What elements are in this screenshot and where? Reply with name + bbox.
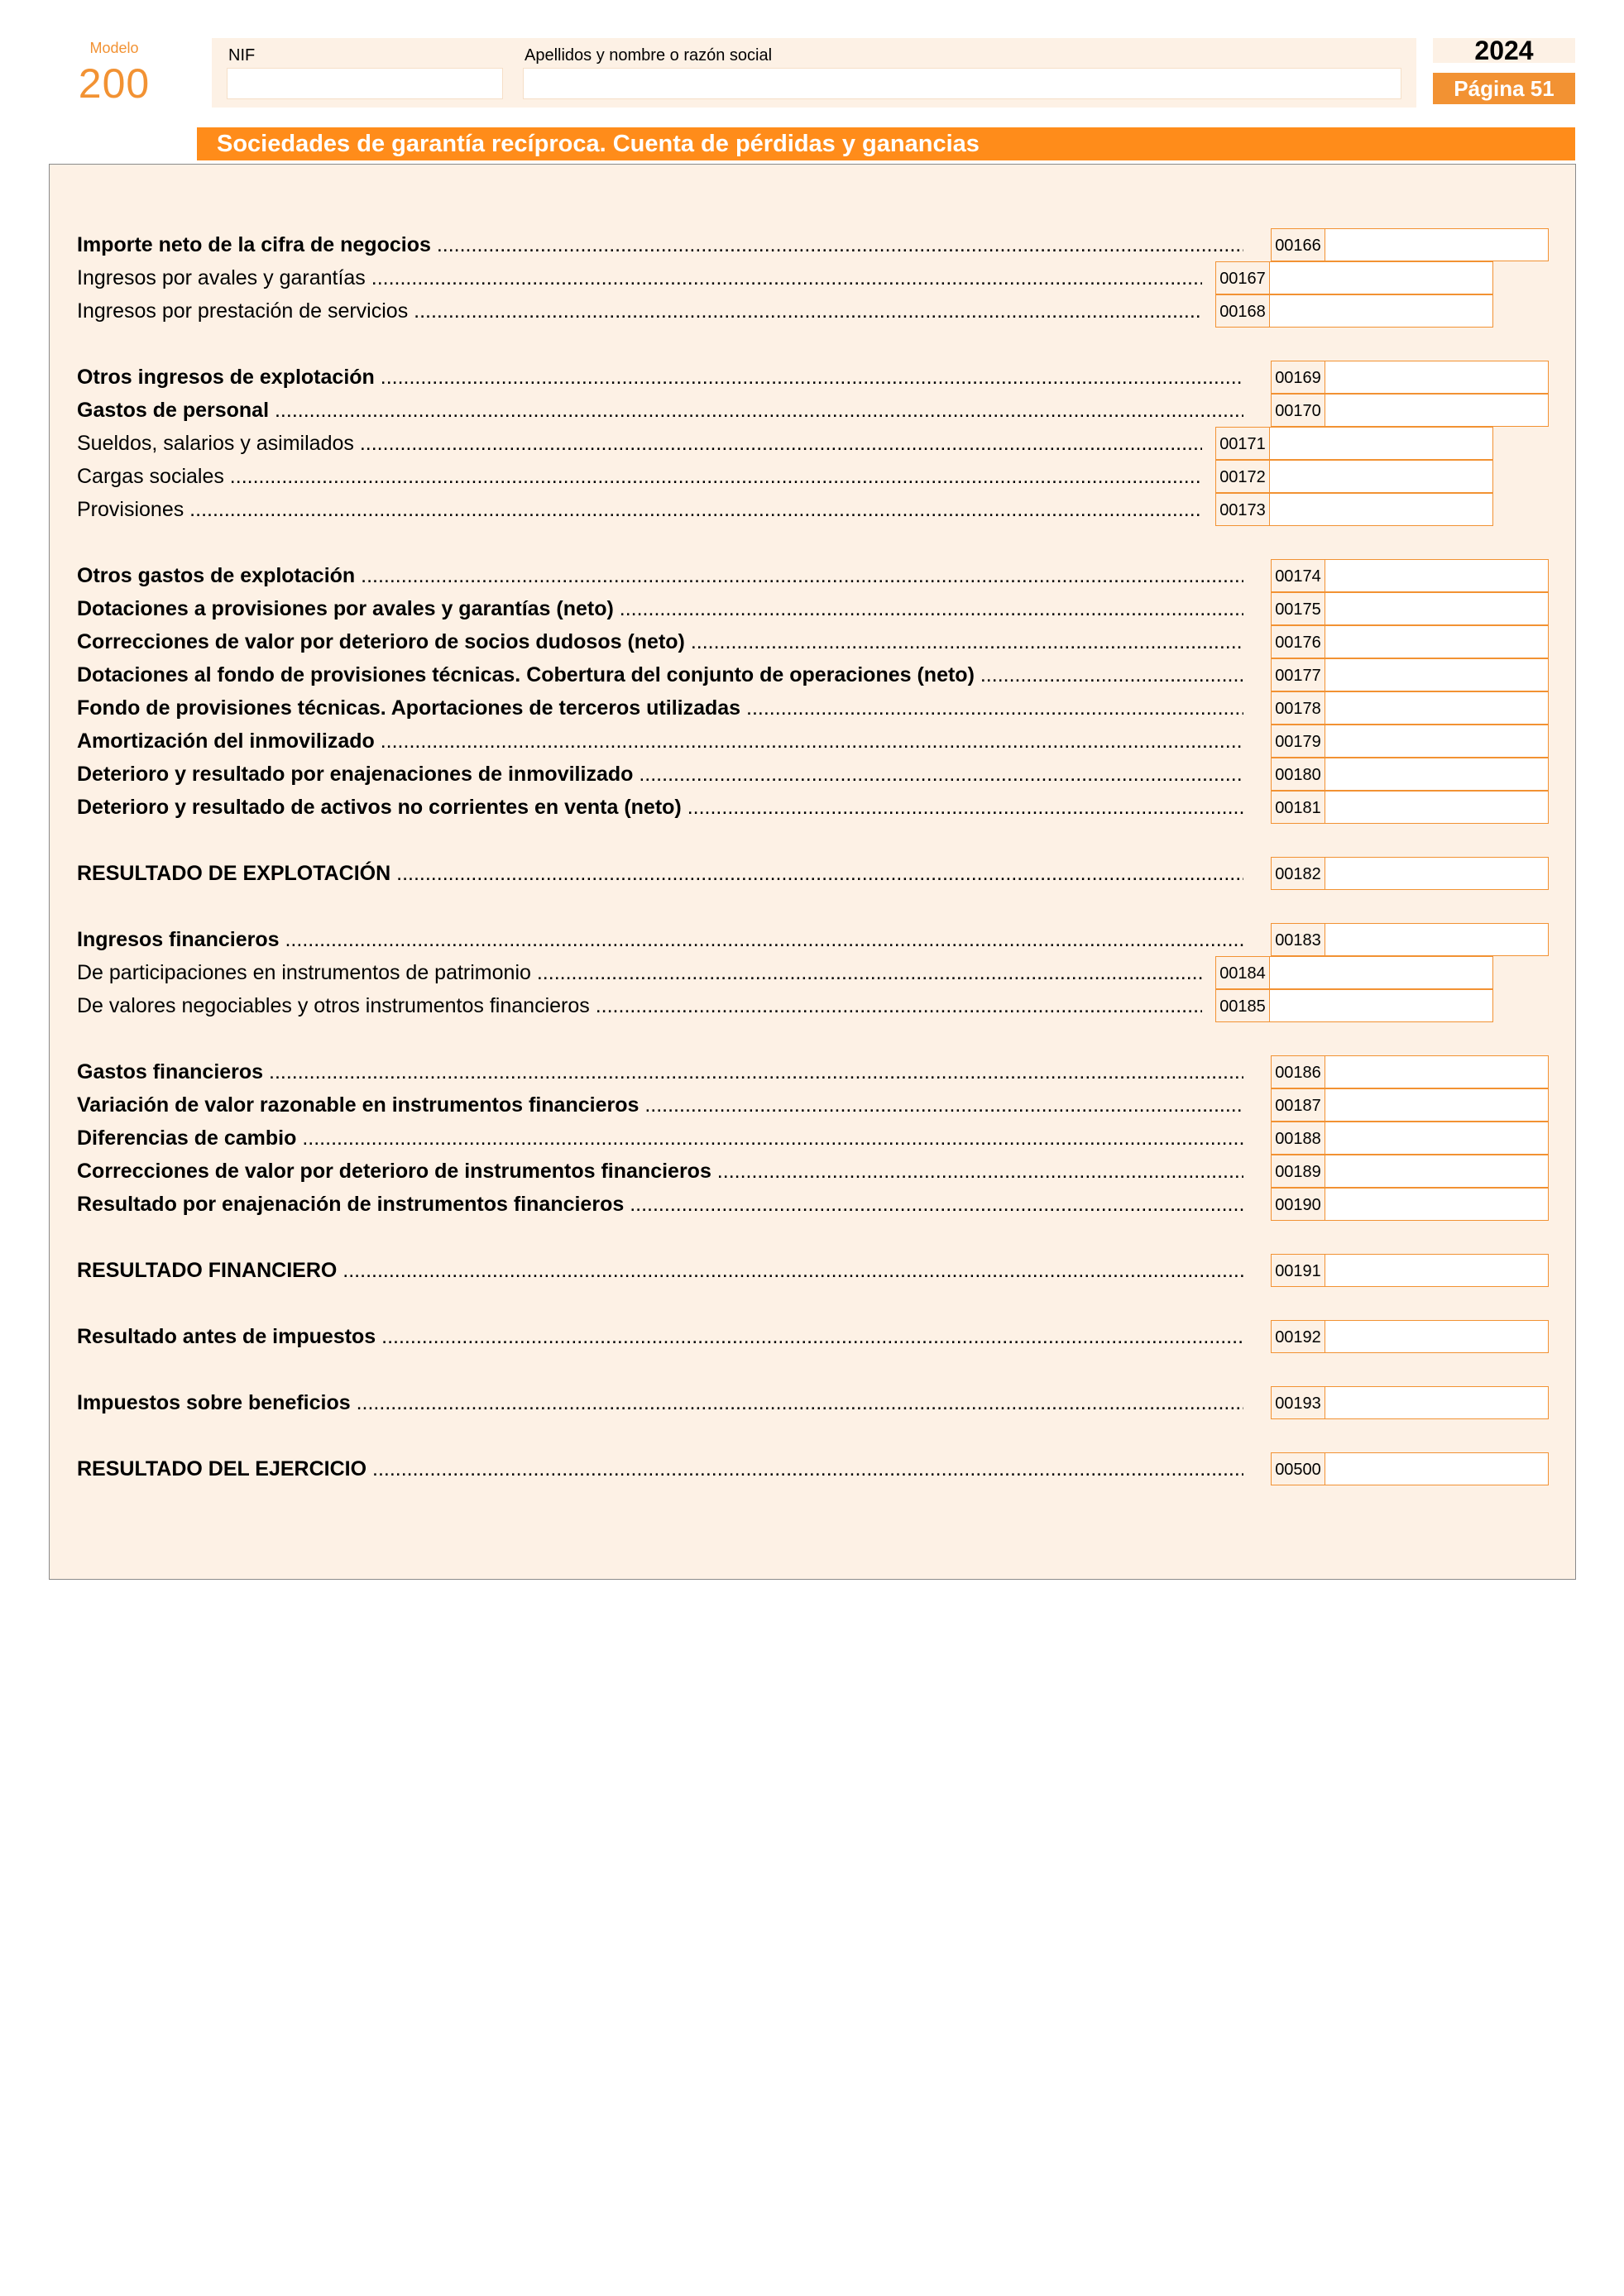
amount-field-00185[interactable] [1270,989,1493,1022]
row-label: Correcciones de valor por deterioro de instrumentos financieros ..... [77,1155,1243,1188]
row-label: Amortización del inmovilizado ..... [77,725,1243,758]
amount-field-00184[interactable] [1270,956,1493,989]
row-label: Ingresos por avales y garantías ..... [77,261,1202,294]
box-code: 00182 [1271,857,1325,890]
name-field[interactable] [523,68,1401,99]
amount-field-00172[interactable] [1270,460,1493,493]
page-number-badge: Página 51 [1433,73,1575,104]
box-code: 00178 [1271,691,1325,725]
row-label: Otros ingresos de explotación ..... [77,361,1243,394]
amount-field-00166[interactable] [1325,228,1549,261]
box-code: 00190 [1271,1188,1325,1221]
modelo-label: Modelo [89,40,139,56]
box-code: 00185 [1215,989,1270,1022]
amount-field-00167[interactable] [1270,261,1493,294]
row-label: Correcciones de valor por deterioro de socios dudosos (neto) ..... [77,625,1243,658]
amount-field-00176[interactable] [1325,625,1549,658]
box-code: 00174 [1271,559,1325,592]
row-label: Importe neto de la cifra de negocios ..... [77,228,1243,261]
row-label: Dotaciones a provisiones por avales y garantías (neto) ..... [77,592,1243,625]
amount-field-00177[interactable] [1325,658,1549,691]
box-code: 00183 [1271,923,1325,956]
nif-label: NIF [228,46,256,65]
box-code: 00180 [1271,758,1325,791]
row-label: Sueldos, salarios y asimilados ..... [77,427,1202,460]
row-label: Ingresos por prestación de servicios ..... [77,294,1202,328]
row-label: Gastos financieros ..... [77,1055,1243,1088]
row-label: De valores negociables y otros instrumentos financieros ..... [77,989,1202,1022]
row-label: Dotaciones al fondo de provisiones técnicas. Cobertura del conjunto de operaciones (neto) ..... [77,658,1243,691]
box-code: 00188 [1271,1122,1325,1155]
row-label: Fondo de provisiones técnicas. Aportaciones de terceros utilizadas ..... [77,691,1243,725]
box-code: 00168 [1215,294,1270,328]
amount-field-00188[interactable] [1325,1122,1549,1155]
amount-field-00170[interactable] [1325,394,1549,427]
box-code: 00186 [1271,1055,1325,1088]
amount-field-00175[interactable] [1325,592,1549,625]
box-code: 00181 [1271,791,1325,824]
box-code: 00179 [1271,725,1325,758]
amount-field-00500[interactable] [1325,1452,1549,1485]
amount-field-00183[interactable] [1325,923,1549,956]
box-code: 00176 [1271,625,1325,658]
box-code: 00171 [1215,427,1270,460]
row-label: Ingresos financieros ..... [77,923,1243,956]
box-code: 00193 [1271,1386,1325,1419]
amount-field-00190[interactable] [1325,1188,1549,1221]
amount-field-00191[interactable] [1325,1254,1549,1287]
row-label: RESULTADO DE EXPLOTACIÓN ..... [77,857,1243,890]
amount-field-00178[interactable] [1325,691,1549,725]
row-label: De participaciones en instrumentos de patrimonio ..... [77,956,1202,989]
name-label: Apellidos y nombre o razón social [525,46,773,65]
row-label: Deterioro y resultado de activos no corrientes en venta (neto) ..... [77,791,1243,824]
amount-field-00193[interactable] [1325,1386,1549,1419]
row-label: Impuestos sobre beneficios ..... [77,1386,1243,1419]
amount-field-00174[interactable] [1325,559,1549,592]
box-code: 00172 [1215,460,1270,493]
row-label: RESULTADO FINANCIERO ..... [77,1254,1243,1287]
fiscal-year: 2024 [1433,38,1575,63]
amount-field-00189[interactable] [1325,1155,1549,1188]
amount-field-00187[interactable] [1325,1088,1549,1122]
box-code: 00166 [1271,228,1325,261]
row-label: Diferencias de cambio ..... [77,1122,1243,1155]
nif-field[interactable] [227,68,503,99]
box-code: 00500 [1271,1452,1325,1485]
amount-field-00182[interactable] [1325,857,1549,890]
row-label: Resultado por enajenación de instrumentos financieros ..... [77,1188,1243,1221]
row-label: Resultado antes de impuestos ..... [77,1320,1243,1353]
box-code: 00189 [1271,1155,1325,1188]
amount-field-00171[interactable] [1270,427,1493,460]
row-label: Variación de valor razonable en instrumentos financieros ..... [77,1088,1243,1122]
amount-field-00173[interactable] [1270,493,1493,526]
amount-field-00186[interactable] [1325,1055,1549,1088]
amount-field-00180[interactable] [1325,758,1549,791]
amount-field-00168[interactable] [1270,294,1493,328]
amount-field-00192[interactable] [1325,1320,1549,1353]
box-code: 00191 [1271,1254,1325,1287]
amount-field-00169[interactable] [1325,361,1549,394]
row-label: Deterioro y resultado por enajenaciones de inmovilizado ..... [77,758,1243,791]
box-code: 00170 [1271,394,1325,427]
box-code: 00169 [1271,361,1325,394]
box-code: 00167 [1215,261,1270,294]
taxpayer-identification-box [212,38,1416,108]
box-code: 00175 [1271,592,1325,625]
box-code: 00192 [1271,1320,1325,1353]
box-code: 00187 [1271,1088,1325,1122]
row-label: RESULTADO DEL EJERCICIO ..... [77,1452,1243,1485]
section-title: Sociedades de garantía recíproca. Cuenta de pérdidas y ganancias [197,127,1575,160]
box-code: 00173 [1215,493,1270,526]
amount-field-00179[interactable] [1325,725,1549,758]
row-label: Provisiones ..... [77,493,1202,526]
box-code: 00184 [1215,956,1270,989]
modelo-number: 200 [78,60,151,107]
row-label: Otros gastos de explotación ..... [77,559,1243,592]
amount-field-00181[interactable] [1325,791,1549,824]
row-label: Gastos de personal ..... [77,394,1243,427]
row-label: Cargas sociales ..... [77,460,1202,493]
box-code: 00177 [1271,658,1325,691]
